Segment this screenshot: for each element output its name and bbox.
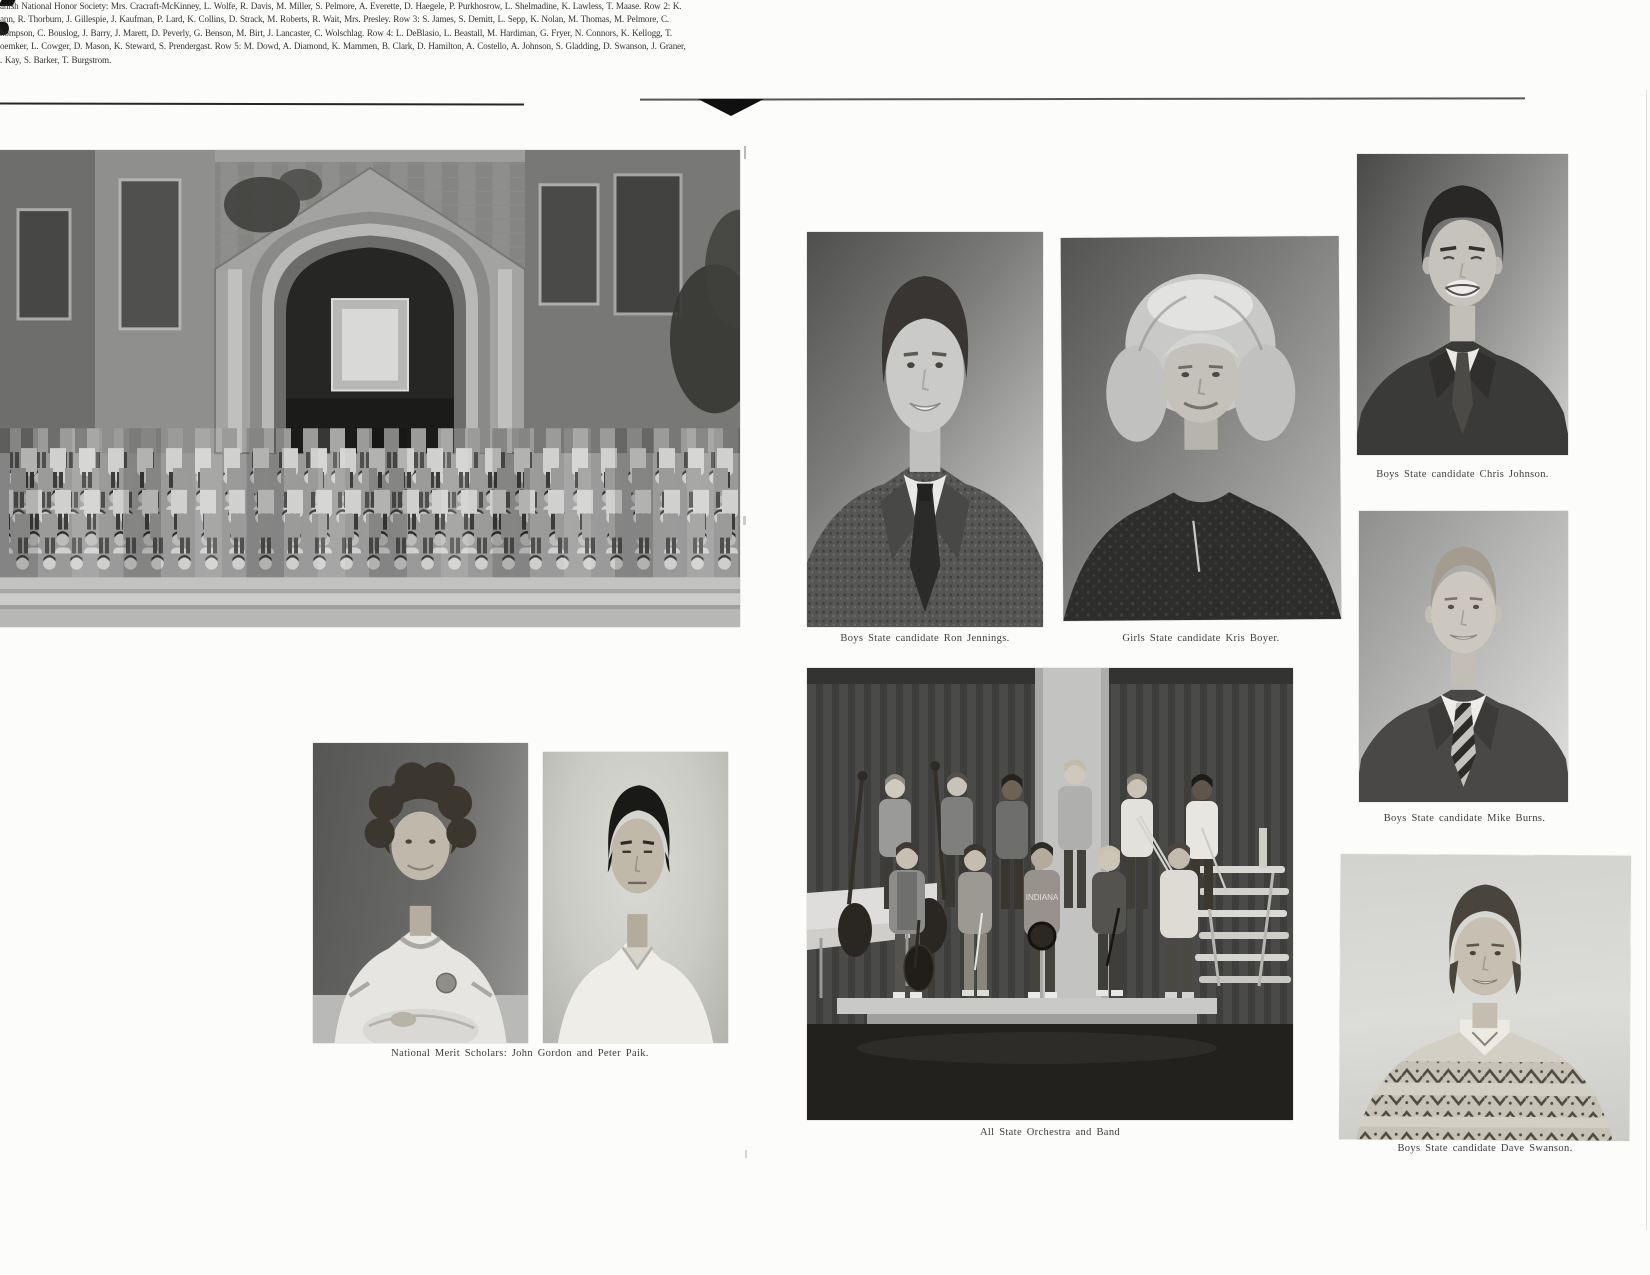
portrait-john-gordon	[313, 743, 528, 1043]
ron-jennings-illustration	[807, 232, 1043, 627]
scan-speck	[745, 1150, 747, 1158]
orchestra-caption: All State Orchestra and Band	[979, 1127, 1121, 1138]
portrait-dave-swanson	[1339, 854, 1630, 1141]
merit-scholars-caption: National Merit Scholars: John Gordon and Peter Paik.	[391, 1048, 649, 1059]
scan-fold-mark	[698, 99, 764, 116]
indiana-shirt-text: INDIANA	[1025, 893, 1059, 902]
caption-line: ann, R. Thorburn, J. Gillespie, J. Kaufman, P. Lard, K. Collins, D. Strack, M. Roberts, R. Wait, Mrs. Presley. Row 3: S. James, S. Demitt, L. Sepp, K. Nolan, M. Thomas, M. Pelmore, C.	[0, 14, 670, 26]
mike-burns-illustration	[1359, 511, 1568, 802]
ron-jennings-caption: Boys State candidate Ron Jennings.	[840, 633, 1010, 644]
group-photo-illustration	[0, 150, 740, 627]
dave-swanson-caption: Boys State candidate Dave Swanson.	[1397, 1143, 1573, 1154]
caption-line: hompson, C. Bouslog, J. Barry, J. Marett, D. Peverly, G. Benson, M. Birt, J. Lancaster, C. Wolschlag. Row 4: L. DeBlasio, L. Beastall, M. Hardiman, G. Fryer, N. Connors, K. Kellogg, T.	[0, 27, 672, 39]
portrait-kris-boyer	[1061, 236, 1342, 621]
caption-line: oemker, L. Cowger, D. Mason, K. Steward, S. Prendergast. Row 5: M. Dowd, A. Diamond, K. Mammen, B. Clark, D. Hamilton, A. Costello, A. Johnson, S. Gladding, D. Swanson, J. Graner,	[0, 41, 686, 53]
mike-burns-caption: Boys State candidate Mike Burns.	[1383, 813, 1546, 824]
portrait-mike-burns	[1359, 511, 1568, 802]
john-gordon-illustration	[313, 743, 528, 1043]
scan-page-right-edge	[1646, 90, 1647, 1230]
caption-line: . Kay, S. Barker, T. Burgstrom.	[0, 54, 112, 66]
chris-johnson-caption: Boys State candidate Chris Johnson.	[1376, 469, 1549, 480]
scan-page-edge-line-left	[0, 102, 524, 105]
orchestra-illustration	[807, 668, 1293, 1120]
chris-johnson-illustration	[1357, 154, 1568, 455]
dave-swanson-illustration	[1339, 854, 1630, 1141]
caption-line: anish National Honor Society: Mrs. Cracraft-McKinney, L. Wolfe, R. Davis, M. Miller, S. Pelmore, A. Everette, D. Haegele, P. Purkhosrow, L. Shelmadine, K. Lawless, T. Maase. Row 2: K.	[0, 1, 682, 12]
scan-page-edge-line-right	[640, 97, 1525, 100]
group-photo-caption	[0, 0, 744, 67]
portrait-peter-paik	[543, 752, 728, 1043]
kris-boyer-caption: Girls State candidate Kris Boyer.	[1122, 633, 1280, 644]
kris-boyer-illustration	[1061, 236, 1342, 621]
scan-speck	[744, 146, 746, 159]
peter-paik-illustration	[543, 752, 728, 1043]
portrait-chris-johnson	[1357, 154, 1568, 455]
portrait-ron-jennings	[807, 232, 1043, 627]
spanish-nhs-group-photo	[0, 150, 740, 627]
scan-speck	[743, 516, 746, 525]
all-state-orchestra-photo	[807, 668, 1293, 1120]
